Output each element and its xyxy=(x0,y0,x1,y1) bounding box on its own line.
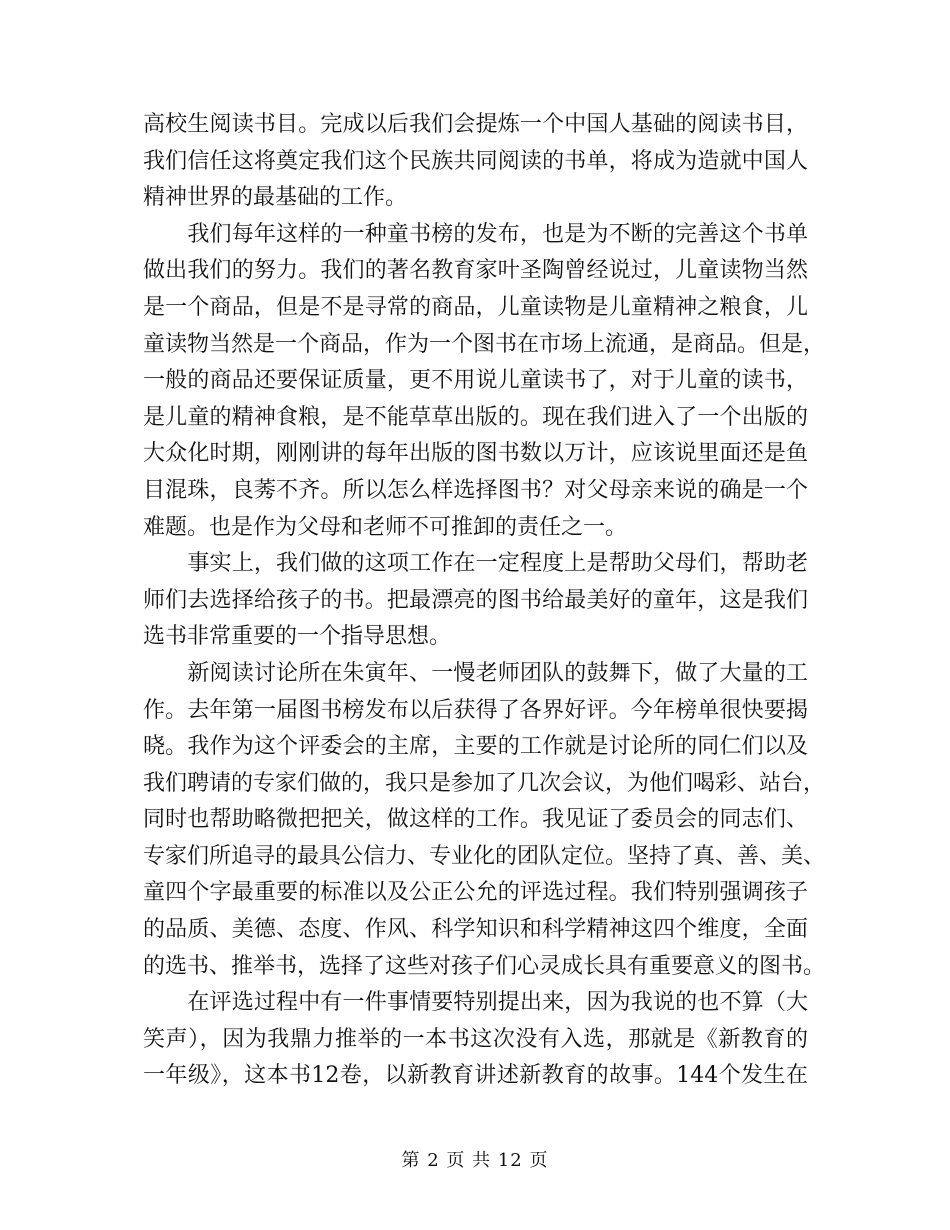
text-line: 笑声），因为我鼎力推举的一本书这次没有入选，那就是《新教育的 xyxy=(143,1026,808,1052)
text-line: 童四个字最重要的标准以及公正公允的评选过程。我们特别强调孩子 xyxy=(143,880,808,906)
text-line: 事实上，我们做的这项工作在一定程度上是帮助父母们，帮助老 xyxy=(143,551,808,577)
text-line: 一年级》，这本书12卷，以新教育讲述新教育的故事。144个发生在 xyxy=(143,1063,808,1089)
text-line: 新阅读讨论所在朱寅年、一慢老师团队的鼓舞下，做了大量的工 xyxy=(143,660,808,686)
text-line: 高校生阅读书目。完成以后我们会提炼一个中国人基础的阅读书目， xyxy=(143,112,808,137)
text-line: 目混珠，良莠不齐。所以怎么样选择图书？对父母亲来说的确是一个 xyxy=(143,477,808,503)
page-footer: 第 2 页 共 12 页 xyxy=(401,1150,549,1171)
text-line: 在评选过程中有一件事情要特别提出来，因为我说的也不算（大 xyxy=(143,990,808,1016)
text-line: 做出我们的努力。我们的著名教育家叶圣陶曾经说过，儿童读物当然 xyxy=(143,258,808,284)
document-body xyxy=(143,107,826,1095)
text-line: 的品质、美德、态度、作风、科学知识和科学精神这四个维度，全面 xyxy=(143,917,808,943)
text-line: 是一个商品，但是不是寻常的商品，儿童读物是儿童精神之粮食，儿 xyxy=(143,294,808,320)
text-line: 同时也帮助略微把把关，做这样的工作。我见证了委员会的同志们、 xyxy=(143,807,808,833)
text-line: 专家们所追寻的最具公信力、专业化的团队定位。坚持了真、善、美、 xyxy=(143,843,826,869)
text-line: 难题。也是作为父母和老师不可推卸的责任之一。 xyxy=(143,514,628,540)
text-line: 我们信任这将奠定我们这个民族共同阅读的书单，将成为造就中国人 xyxy=(143,148,808,174)
text-line: 大众化时期，刚刚讲的每年出版的图书数以万计，应该说里面还是鱼 xyxy=(143,441,808,467)
text-line: 晓。我作为这个评委会的主席，主要的工作就是讨论所的同仁们以及 xyxy=(143,734,808,760)
text-line: 师们去选择给孩子的书。把最漂亮的图书给最美好的童年，这是我们 xyxy=(143,587,808,613)
text-line: 一般的商品还要保证质量，更不用说儿童读书了，对于儿童的读书， xyxy=(143,368,808,394)
text-line: 是儿童的精神食粮，是不能草草出版的。现在我们进入了一个出版的 xyxy=(143,404,808,430)
text-line: 我们每年这样的一种童书榜的发布，也是为不断的完善这个书单 xyxy=(143,221,808,247)
text-line: 童读物当然是一个商品，作为一个图书在市场上流通，是商品。但是， xyxy=(143,331,826,357)
text-line: 作。去年第一届图书榜发布以后获得了各界好评。今年榜单很快要揭 xyxy=(143,697,808,723)
text-line: 我们聘请的专家们做的，我只是参加了几次会议，为他们喝彩、站台， xyxy=(143,770,826,796)
text-line: 精神世界的最基础的工作。 xyxy=(143,185,408,211)
text-line: 选书非常重要的一个指导思想。 xyxy=(143,624,452,650)
text-line: 的选书、推举书，选择了这些对孩子们心灵成长具有重要意义的图书。 xyxy=(143,953,826,979)
